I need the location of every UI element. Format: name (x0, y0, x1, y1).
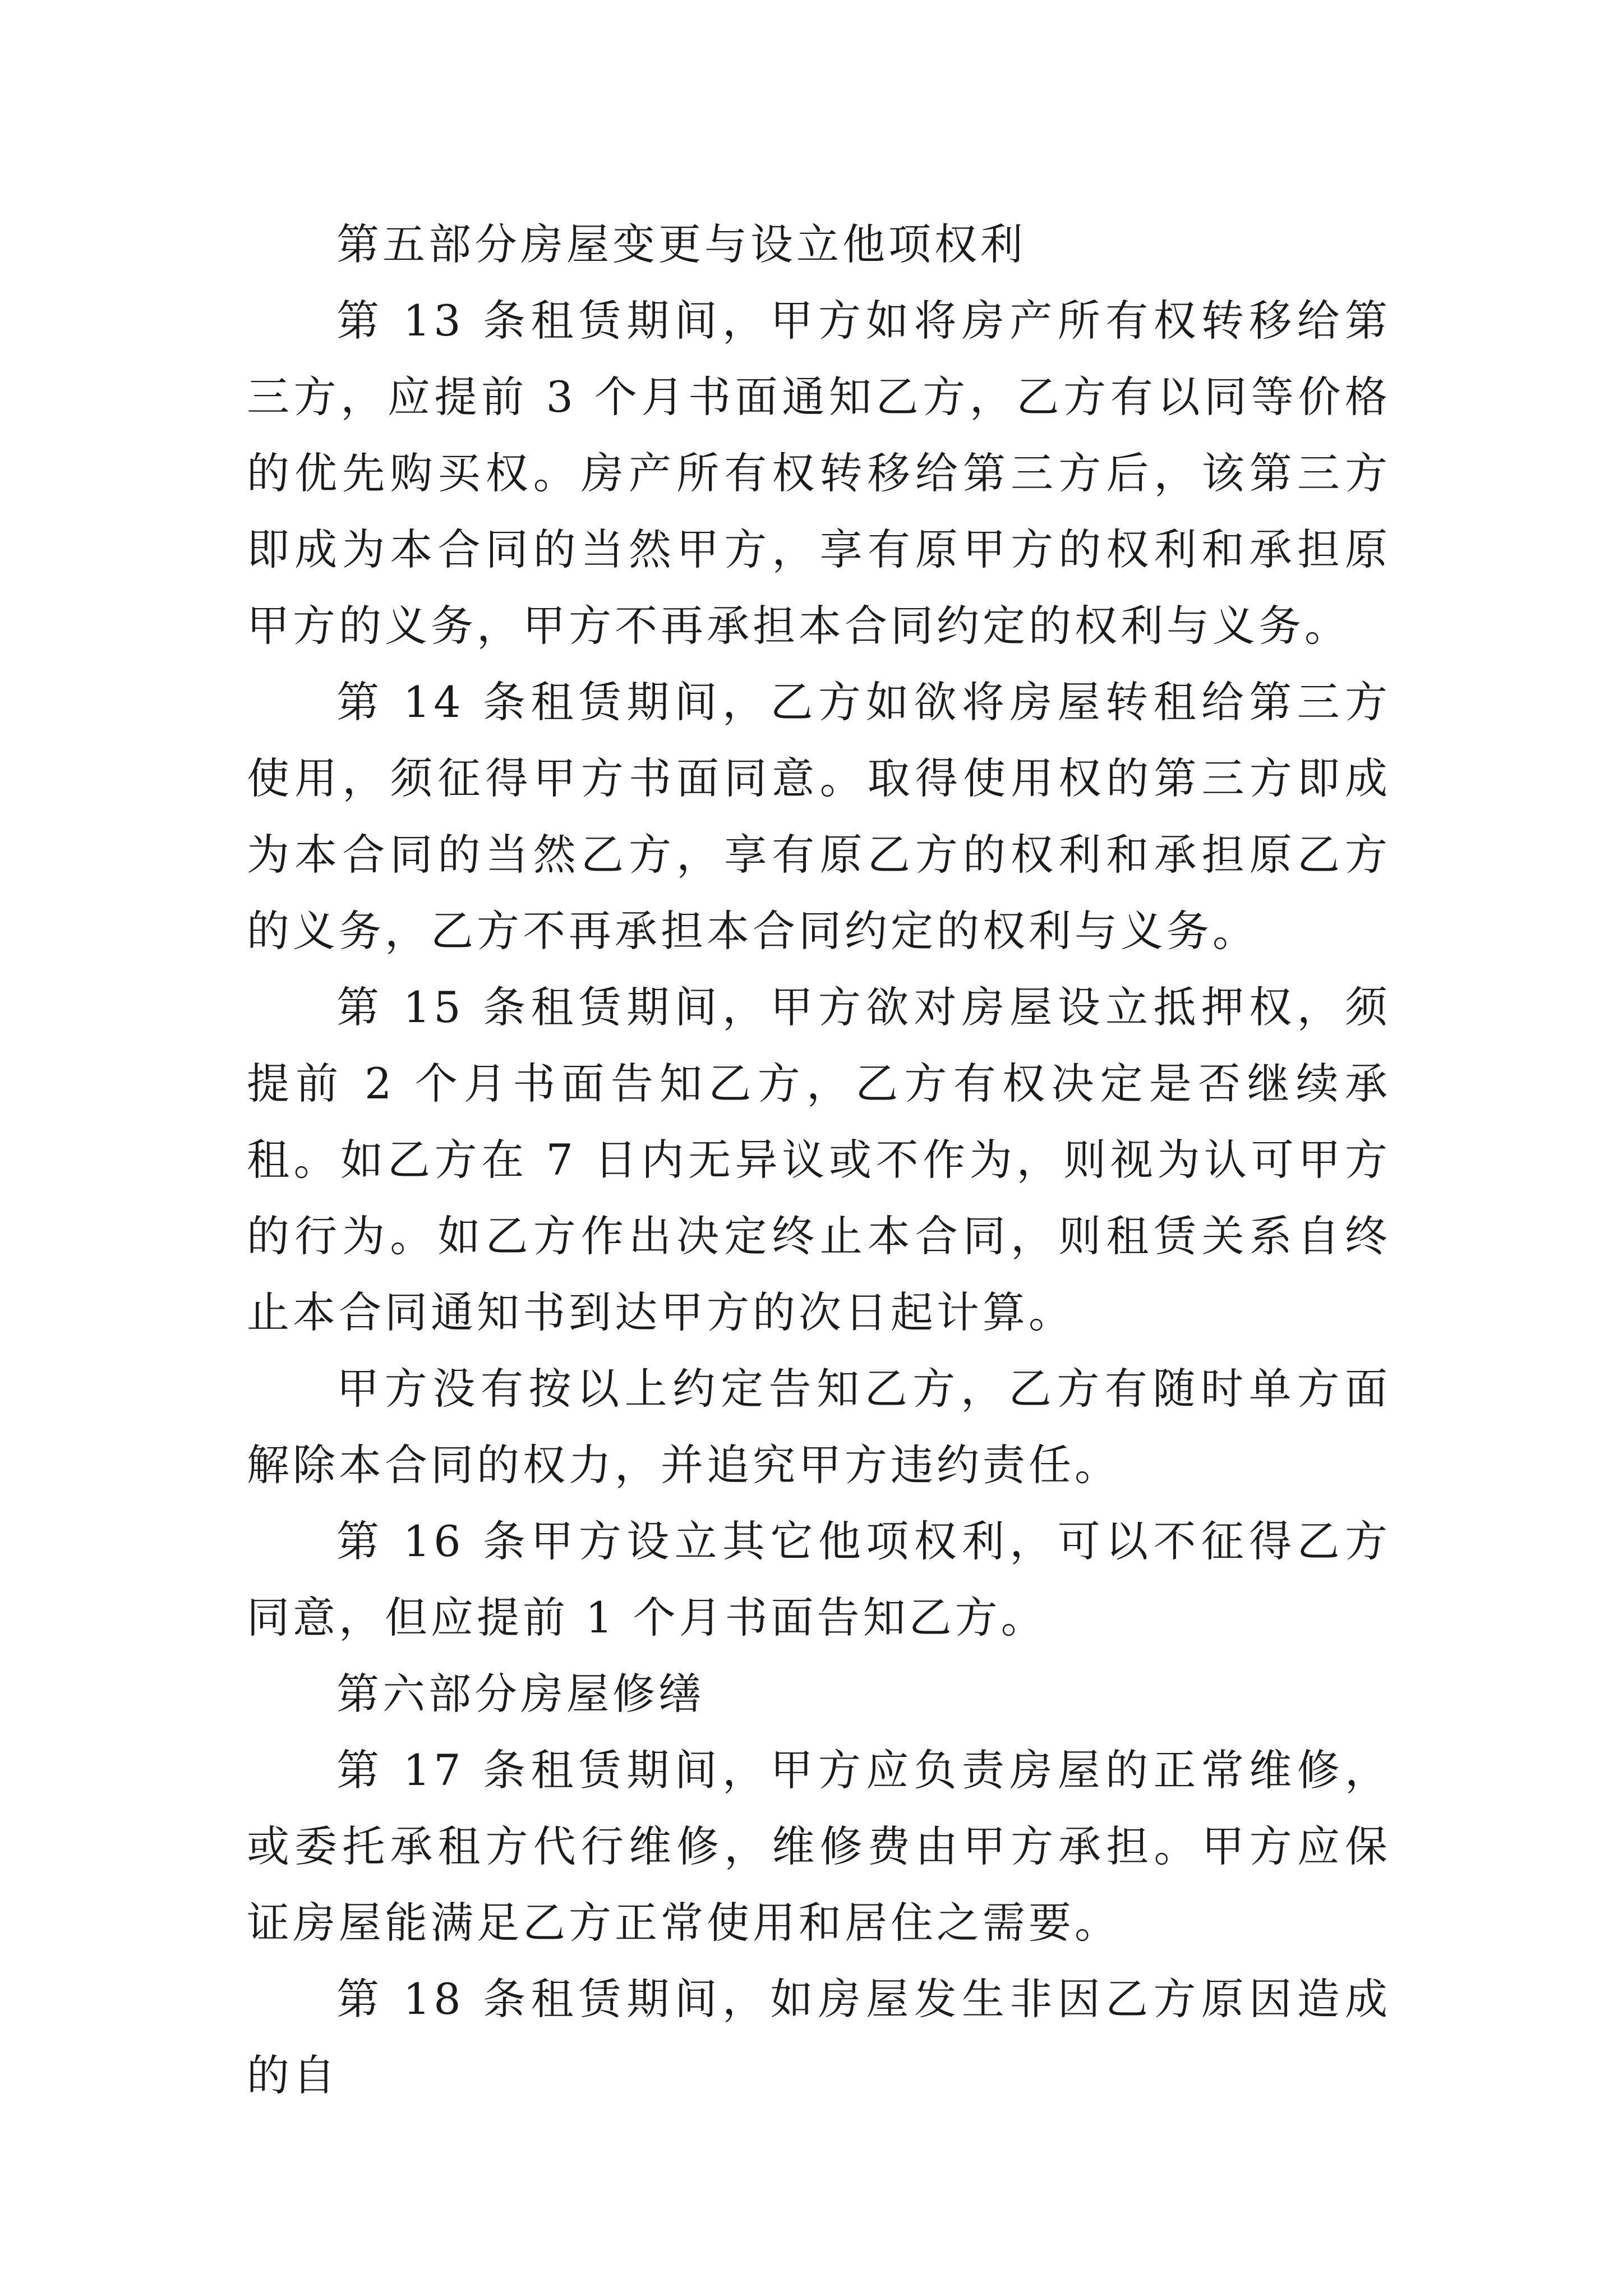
article-13-paragraph: 第 13 条租赁期间，甲方如将房产所有权转移给第三方，应提前 3 个月书面通知乙方，乙方有以同等价格的优先购买权。房产所有权转移给第三方后，该第三方即成为本合同的当然甲方，享有原甲方的权利和承担原甲方的义务，甲方不再承担本合同约定的权利与义务。 (247, 296, 1391, 651)
article-14-paragraph: 第 14 条租赁期间，乙方如欲将房屋转租给第三方使用，须征得甲方书面同意。取得使用权的第三方即成为本合同的当然乙方，享有原乙方的权利和承担原乙方的义务，乙方不再承担本合同约定的权利与义务。 (247, 677, 1391, 956)
section-heading-part-5: 第五部分房屋变更与设立他项权利 (336, 219, 1026, 269)
article-16-paragraph: 第 16 条甲方设立其它他项权利，可以不征得乙方同意，但应提前 1 个月书面告知乙方。 (247, 1516, 1391, 1642)
article-15-supplement-paragraph: 甲方没有按以上约定告知乙方，乙方有随时单方面解除本合同的权力，并追究甲方违约责任。 (247, 1364, 1391, 1490)
article-15-paragraph: 第 15 条租赁期间，甲方欲对房屋设立抵押权，须提前 2 个月书面告知乙方，乙方有权决定是否继续承租。如乙方在 7 日内无异议或不作为，则视为认可甲方的行为。如乙方作出决定终止本合同，则租赁关系自终止本合同通知书到达甲方的次日起计算。 (247, 982, 1391, 1337)
article-18-paragraph: 第 18 条租赁期间，如房屋发生非因乙方原因造成的自 (247, 1974, 1391, 2100)
document-body (247, 206, 1391, 2114)
article-17-paragraph: 第 17 条租赁期间，甲方应负责房屋的正常维修，或委托承租方代行维修，维修费由甲方承担。甲方应保证房屋能满足乙方正常使用和居住之需要。 (247, 1745, 1391, 1948)
section-heading-part-6: 第六部分房屋修缮 (336, 1669, 704, 1719)
